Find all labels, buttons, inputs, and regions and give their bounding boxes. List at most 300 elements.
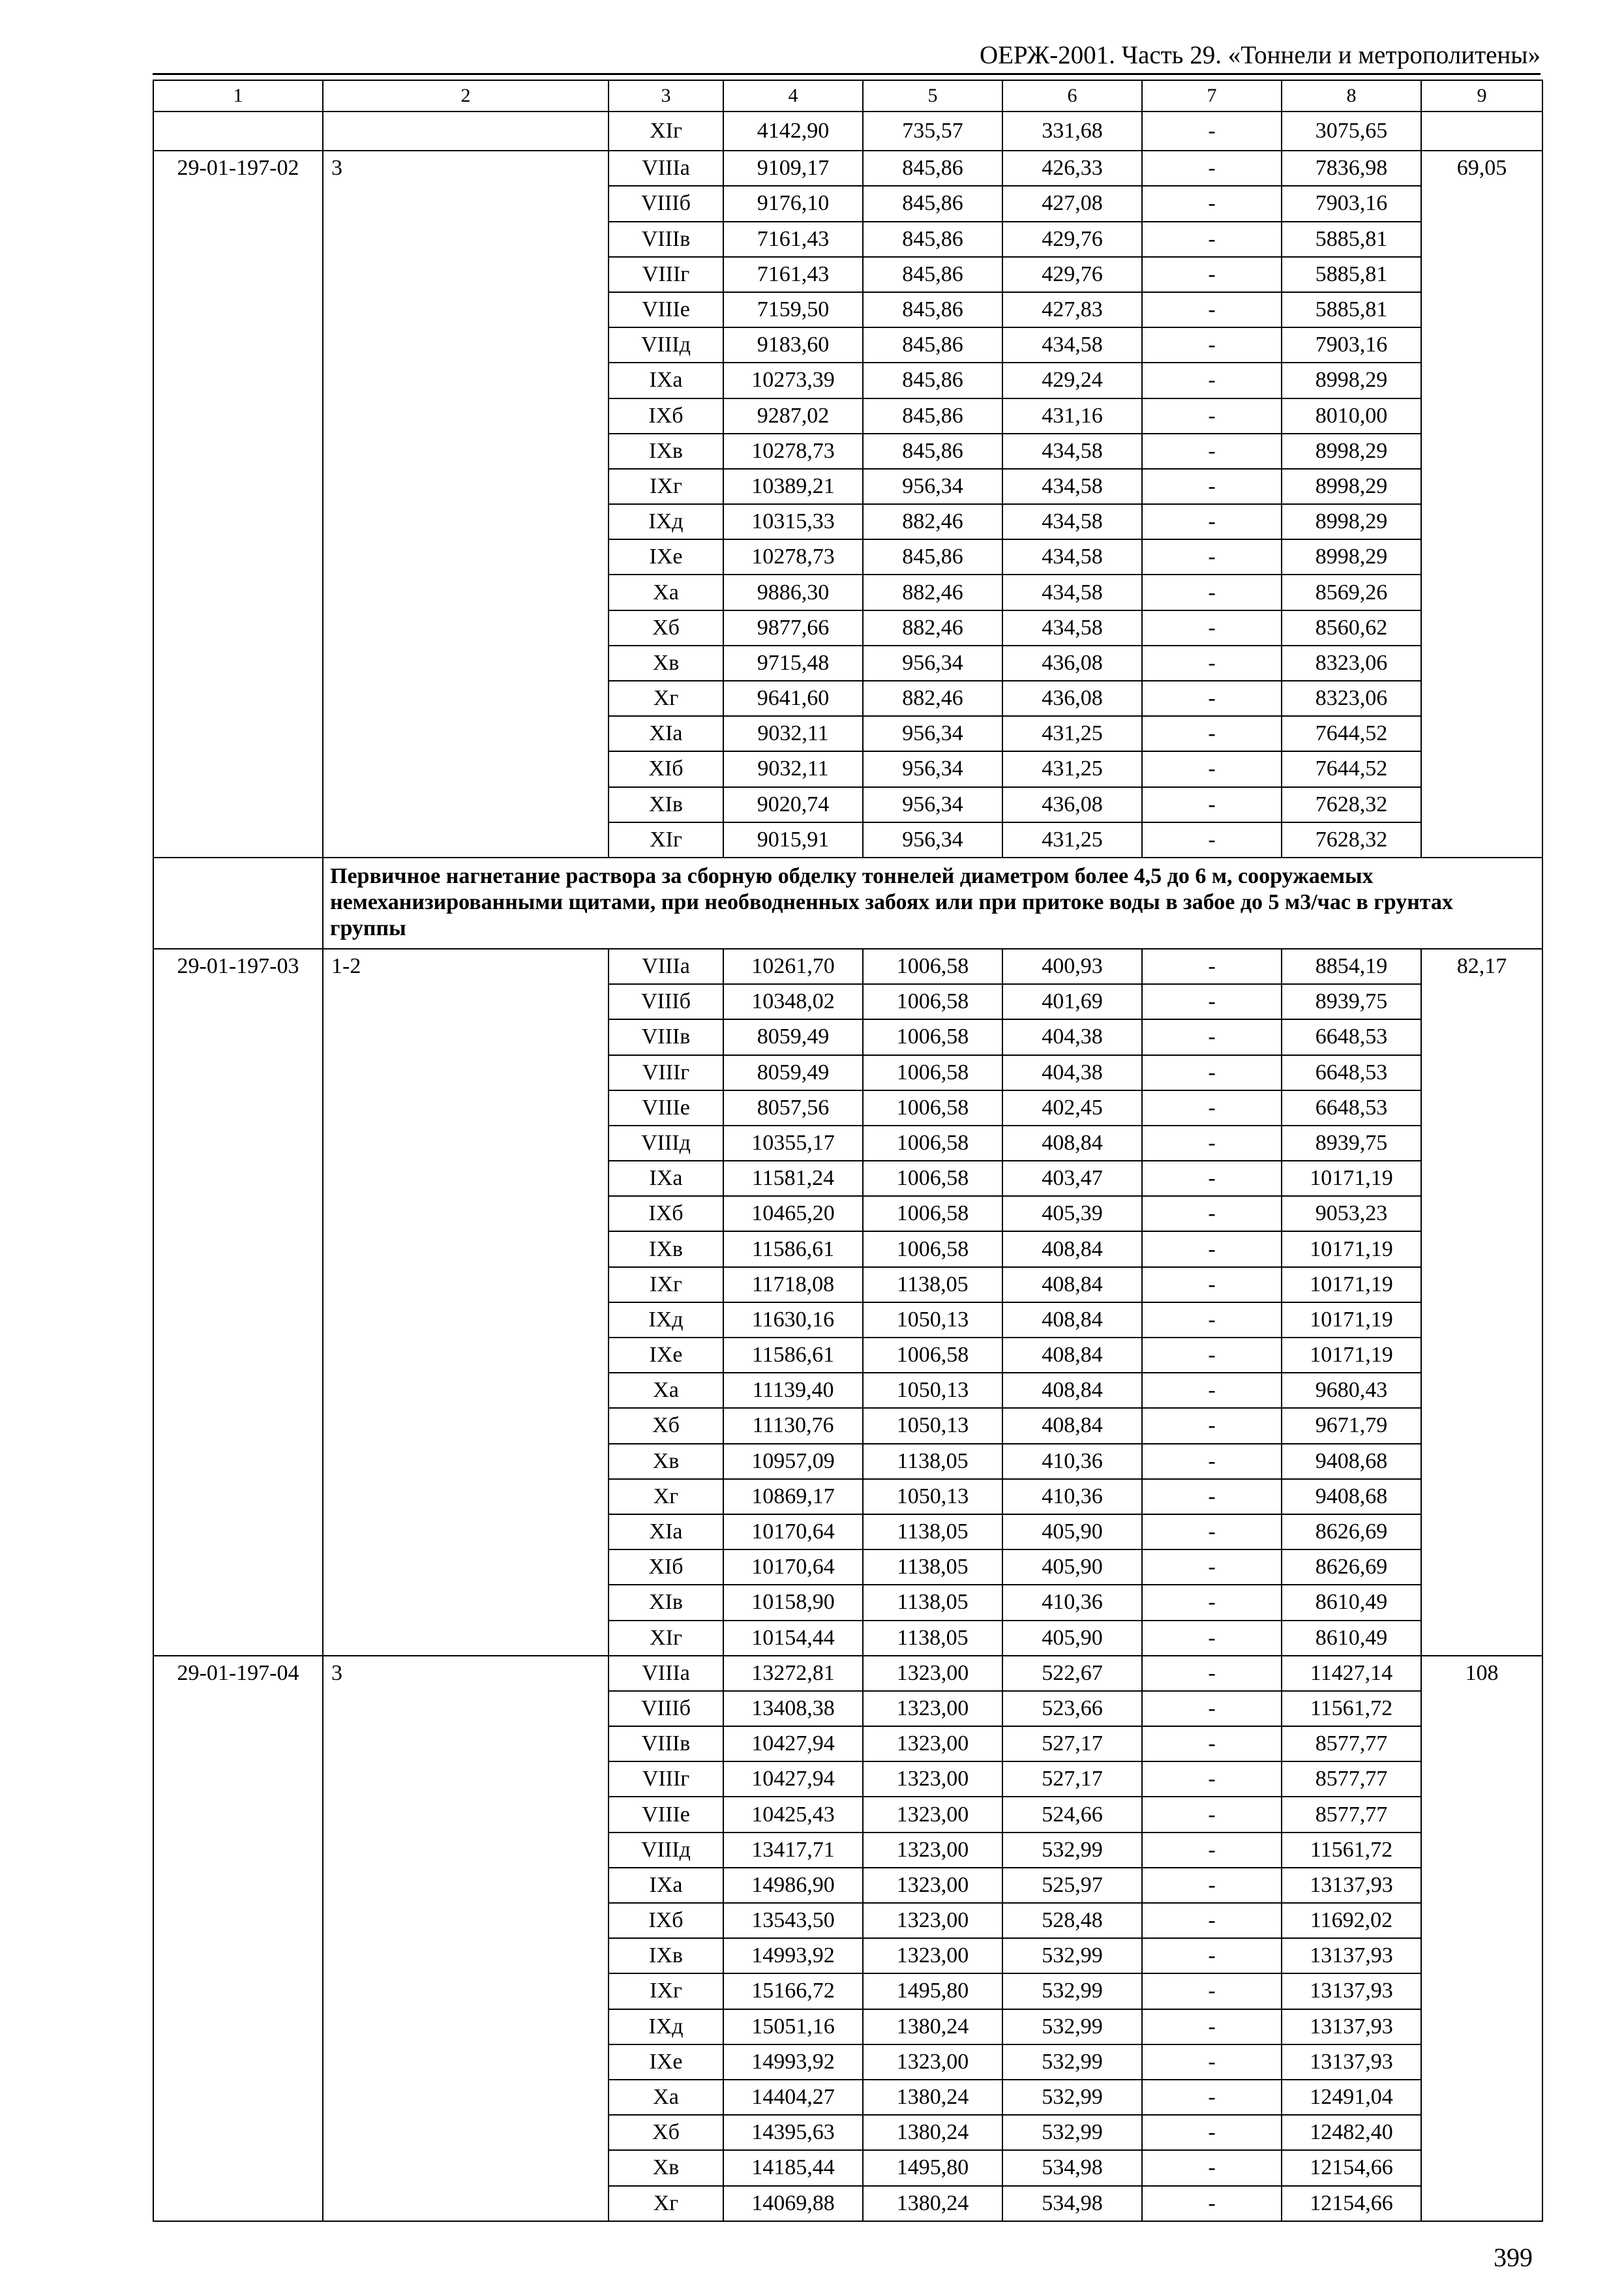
table-cell: 1138,05 xyxy=(863,1549,1002,1585)
table-cell: - xyxy=(1142,949,1282,984)
column-number: 9 xyxy=(1421,80,1542,112)
table-cell: 14986,90 xyxy=(723,1868,863,1903)
table-cell: 11561,72 xyxy=(1282,1833,1421,1868)
table-cell: 14993,92 xyxy=(723,1938,863,1973)
table-cell: 956,34 xyxy=(863,822,1002,858)
table-cell: Xб xyxy=(609,1408,723,1443)
table-cell: 532,99 xyxy=(1002,2115,1142,2150)
labor-rate xyxy=(1421,112,1542,151)
table-cell: 1380,24 xyxy=(863,2115,1002,2150)
table-cell: 8059,49 xyxy=(723,1019,863,1055)
table-cell: - xyxy=(1142,1726,1282,1761)
table-cell: - xyxy=(1142,2009,1282,2044)
table-cell: 434,58 xyxy=(1002,539,1142,575)
table-cell: - xyxy=(1142,716,1282,751)
table-cell: XIг xyxy=(609,822,723,858)
table-cell: 882,46 xyxy=(863,504,1002,539)
table-cell: XIа xyxy=(609,1514,723,1549)
table-cell: 13408,38 xyxy=(723,1691,863,1726)
table-cell: VIIIг xyxy=(609,1055,723,1090)
table-cell: 10465,20 xyxy=(723,1196,863,1231)
table-cell: VIIIв xyxy=(609,222,723,257)
table-cell: 431,25 xyxy=(1002,751,1142,786)
table-cell: 9032,11 xyxy=(723,751,863,786)
table-cell: VIIIд xyxy=(609,1833,723,1868)
table-cell: 5885,81 xyxy=(1282,257,1421,292)
table-cell: 402,45 xyxy=(1002,1090,1142,1126)
table-cell: 1006,58 xyxy=(863,949,1002,984)
rate-code: 29-01-197-02 xyxy=(153,151,323,858)
table-cell: IXе xyxy=(609,2044,723,2080)
table-cell: 10315,33 xyxy=(723,504,863,539)
table-cell: - xyxy=(1142,1231,1282,1266)
table-cell: 331,68 xyxy=(1002,112,1142,151)
table-cell: 522,67 xyxy=(1002,1656,1142,1691)
table-cell: 436,08 xyxy=(1002,787,1142,822)
table-cell: - xyxy=(1142,646,1282,681)
table-cell: 5885,81 xyxy=(1282,292,1421,327)
table-cell: 10273,39 xyxy=(723,363,863,398)
table-cell: 8323,06 xyxy=(1282,681,1421,716)
table-cell: 882,46 xyxy=(863,575,1002,610)
table-cell: Xа xyxy=(609,1373,723,1408)
table-cell: 405,39 xyxy=(1002,1196,1142,1231)
table-cell: 1006,58 xyxy=(863,1126,1002,1161)
table-cell: IXа xyxy=(609,1161,723,1196)
table-cell: VIIIв xyxy=(609,1019,723,1055)
table-cell: 14069,88 xyxy=(723,2186,863,2221)
table-cell: 9109,17 xyxy=(723,151,863,186)
table-cell: 845,86 xyxy=(863,151,1002,186)
table-cell: Xг xyxy=(609,2186,723,2221)
table-cell: 8998,29 xyxy=(1282,539,1421,575)
table-cell: 10171,19 xyxy=(1282,1302,1421,1338)
table-cell: - xyxy=(1142,151,1282,186)
table-cell: 13272,81 xyxy=(723,1656,863,1691)
labor-rate: 69,05 xyxy=(1421,151,1542,858)
section-heading-row xyxy=(153,858,1542,949)
table-cell: VIIIв xyxy=(609,1726,723,1761)
table-cell: 10278,73 xyxy=(723,539,863,575)
table-cell: 1050,13 xyxy=(863,1479,1002,1514)
table-cell: - xyxy=(1142,1656,1282,1691)
table-cell: 405,90 xyxy=(1002,1549,1142,1585)
table-cell: 11130,76 xyxy=(723,1408,863,1443)
table-cell: 9715,48 xyxy=(723,646,863,681)
table-cell: 845,86 xyxy=(863,327,1002,363)
table-cell: VIIIб xyxy=(609,1691,723,1726)
table-cell: 845,86 xyxy=(863,539,1002,575)
table-cell: 524,66 xyxy=(1002,1797,1142,1832)
table-cell: 10278,73 xyxy=(723,434,863,469)
table-cell: 1323,00 xyxy=(863,1938,1002,1973)
table-cell: IXб xyxy=(609,398,723,434)
table-cell: 8569,26 xyxy=(1282,575,1421,610)
table-cell: - xyxy=(1142,751,1282,786)
labor-rate: 82,17 xyxy=(1421,949,1542,1656)
table-cell: 9183,60 xyxy=(723,327,863,363)
table-cell: 426,33 xyxy=(1002,151,1142,186)
table-cell: - xyxy=(1142,292,1282,327)
table-cell: 400,93 xyxy=(1002,949,1142,984)
table-cell: VIIIб xyxy=(609,984,723,1019)
column-number: 5 xyxy=(863,80,1002,112)
section-heading: Первичное нагнетание раствора за сборную обделку тоннелей диаметром более 4,5 до 6 м, сооружаемых немеханизированными щитами, при необводненных забоях или при притоке воды в забое до 5 м3/час в грунтах группы xyxy=(323,858,1542,949)
table-cell: Xа xyxy=(609,2080,723,2115)
table-cell: 1323,00 xyxy=(863,1903,1002,1938)
table-cell: 525,97 xyxy=(1002,1868,1142,1903)
table-cell: Xг xyxy=(609,1479,723,1514)
table-cell: 431,25 xyxy=(1002,822,1142,858)
table-cell: - xyxy=(1142,1585,1282,1620)
table-cell: IXд xyxy=(609,1302,723,1338)
table-cell: - xyxy=(1142,1868,1282,1903)
table-cell: 527,17 xyxy=(1002,1726,1142,1761)
table-cell: 1006,58 xyxy=(863,984,1002,1019)
table-row xyxy=(153,151,1542,186)
table-cell: 6648,53 xyxy=(1282,1055,1421,1090)
table-cell: 9886,30 xyxy=(723,575,863,610)
table-cell: 12491,04 xyxy=(1282,2080,1421,2115)
table-cell: - xyxy=(1142,2080,1282,2115)
table-cell: 429,76 xyxy=(1002,222,1142,257)
table-cell: IXг xyxy=(609,469,723,504)
table-cell: VIIIг xyxy=(609,257,723,292)
table-cell: - xyxy=(1142,504,1282,539)
table-cell: 8560,62 xyxy=(1282,610,1421,646)
table-cell: 845,86 xyxy=(863,434,1002,469)
table-cell: 956,34 xyxy=(863,716,1002,751)
table-cell: - xyxy=(1142,363,1282,398)
table-cell: 532,99 xyxy=(1002,2080,1142,2115)
table-cell: IXд xyxy=(609,504,723,539)
table-cell: IXв xyxy=(609,1938,723,1973)
table-cell: 7161,43 xyxy=(723,222,863,257)
soil-group: 3 xyxy=(323,151,609,858)
table-cell: 408,84 xyxy=(1002,1408,1142,1443)
section-spacer xyxy=(153,858,323,949)
table-cell: - xyxy=(1142,1479,1282,1514)
table-cell: 1495,80 xyxy=(863,1973,1002,2009)
table-cell: 9408,68 xyxy=(1282,1479,1421,1514)
table-cell: 532,99 xyxy=(1002,1938,1142,1973)
table-cell: IXа xyxy=(609,1868,723,1903)
table-cell: 1138,05 xyxy=(863,1621,1002,1656)
table-cell: 10869,17 xyxy=(723,1479,863,1514)
table-cell: 9287,02 xyxy=(723,398,863,434)
table-cell: IXб xyxy=(609,1196,723,1231)
table-cell: 13417,71 xyxy=(723,1833,863,1868)
table-cell: 11561,72 xyxy=(1282,1691,1421,1726)
table-cell: 405,90 xyxy=(1002,1621,1142,1656)
table-cell: 14993,92 xyxy=(723,2044,863,2080)
table-cell: 845,86 xyxy=(863,222,1002,257)
table-cell: - xyxy=(1142,1691,1282,1726)
table-cell: 10427,94 xyxy=(723,1726,863,1761)
table-cell: 527,17 xyxy=(1002,1761,1142,1797)
header-rule xyxy=(153,73,1541,75)
table-cell: 14395,63 xyxy=(723,2115,863,2150)
table-cell: 434,58 xyxy=(1002,504,1142,539)
table-cell: 436,08 xyxy=(1002,681,1142,716)
table-cell: 14185,44 xyxy=(723,2150,863,2185)
table-cell: 845,86 xyxy=(863,363,1002,398)
table-cell: 1006,58 xyxy=(863,1161,1002,1196)
table-cell: 7628,32 xyxy=(1282,787,1421,822)
table-cell: 10171,19 xyxy=(1282,1161,1421,1196)
table-cell: 8577,77 xyxy=(1282,1761,1421,1797)
table-cell: 7903,16 xyxy=(1282,327,1421,363)
table-cell: 10261,70 xyxy=(723,949,863,984)
table-cell: 7644,52 xyxy=(1282,751,1421,786)
table-cell: 10355,17 xyxy=(723,1126,863,1161)
rate-code: 29-01-197-03 xyxy=(153,949,323,1656)
table-cell: Xа xyxy=(609,575,723,610)
table-cell: XIб xyxy=(609,1549,723,1585)
table-cell: 14404,27 xyxy=(723,2080,863,2115)
column-number: 7 xyxy=(1142,80,1282,112)
table-cell: 434,58 xyxy=(1002,434,1142,469)
table-cell: 11427,14 xyxy=(1282,1656,1421,1691)
table-cell: 11718,08 xyxy=(723,1267,863,1302)
table-cell: 434,58 xyxy=(1002,575,1142,610)
table-cell: - xyxy=(1142,1621,1282,1656)
table-cell: 10170,64 xyxy=(723,1514,863,1549)
table-cell: 1006,58 xyxy=(863,1055,1002,1090)
table-cell: 1050,13 xyxy=(863,1302,1002,1338)
table-cell: 882,46 xyxy=(863,610,1002,646)
table-cell: 410,36 xyxy=(1002,1479,1142,1514)
table-cell: Xб xyxy=(609,610,723,646)
table-cell: 532,99 xyxy=(1002,2044,1142,2080)
table-cell: 434,58 xyxy=(1002,610,1142,646)
table-cell: 13137,93 xyxy=(1282,1938,1421,1973)
table-cell: 9015,91 xyxy=(723,822,863,858)
table-cell: 10171,19 xyxy=(1282,1267,1421,1302)
table-cell: - xyxy=(1142,1549,1282,1585)
table-cell: - xyxy=(1142,434,1282,469)
table-row xyxy=(153,112,1542,151)
table-cell: 429,76 xyxy=(1002,257,1142,292)
table-cell: VIIIб xyxy=(609,186,723,221)
table-cell: 1006,58 xyxy=(863,1338,1002,1373)
table-cell: - xyxy=(1142,1761,1282,1797)
table-cell: 404,38 xyxy=(1002,1055,1142,1090)
column-number: 8 xyxy=(1282,80,1421,112)
table-cell: 9020,74 xyxy=(723,787,863,822)
table-cell: 7628,32 xyxy=(1282,822,1421,858)
table-cell: 404,38 xyxy=(1002,1019,1142,1055)
table-cell: 1323,00 xyxy=(863,1691,1002,1726)
table-cell: 735,57 xyxy=(863,112,1002,151)
table-cell: 408,84 xyxy=(1002,1338,1142,1373)
rates-table xyxy=(153,80,1543,2222)
table-cell: XIб xyxy=(609,751,723,786)
table-cell: - xyxy=(1142,1408,1282,1443)
table-cell: 7644,52 xyxy=(1282,716,1421,751)
table-cell: - xyxy=(1142,1373,1282,1408)
table-cell: 429,24 xyxy=(1002,363,1142,398)
table-cell: - xyxy=(1142,112,1282,151)
table-cell: IXа xyxy=(609,363,723,398)
column-number: 4 xyxy=(723,80,863,112)
table-cell: 10171,19 xyxy=(1282,1231,1421,1266)
table-cell: 8577,77 xyxy=(1282,1797,1421,1832)
table-cell: Xв xyxy=(609,2150,723,2185)
table-cell: - xyxy=(1142,1126,1282,1161)
table-cell: 532,99 xyxy=(1002,1833,1142,1868)
table-cell: VIIIа xyxy=(609,949,723,984)
table-cell: 1380,24 xyxy=(863,2186,1002,2221)
table-cell: 1138,05 xyxy=(863,1267,1002,1302)
table-cell: 408,84 xyxy=(1002,1126,1142,1161)
table-cell: 8059,49 xyxy=(723,1055,863,1090)
table-cell: 1495,80 xyxy=(863,2150,1002,2185)
table-cell: 6648,53 xyxy=(1282,1090,1421,1126)
table-cell: XIг xyxy=(609,112,723,151)
table-cell: IXв xyxy=(609,1231,723,1266)
table-row xyxy=(153,949,1542,984)
table-cell: 8626,69 xyxy=(1282,1514,1421,1549)
table-cell: 9680,43 xyxy=(1282,1373,1421,1408)
table-cell: 10158,90 xyxy=(723,1585,863,1620)
table-cell: 13137,93 xyxy=(1282,1868,1421,1903)
table-cell: 1050,13 xyxy=(863,1373,1002,1408)
table-cell: IXе xyxy=(609,539,723,575)
table-cell: 10348,02 xyxy=(723,984,863,1019)
table-cell: 9408,68 xyxy=(1282,1444,1421,1479)
table-cell: XIв xyxy=(609,1585,723,1620)
table-cell: 11581,24 xyxy=(723,1161,863,1196)
table-cell: 13543,50 xyxy=(723,1903,863,1938)
table-cell: 534,98 xyxy=(1002,2186,1142,2221)
table-cell: 8610,49 xyxy=(1282,1621,1421,1656)
table-cell: XIв xyxy=(609,787,723,822)
table-cell: 8057,56 xyxy=(723,1090,863,1126)
table-cell: 408,84 xyxy=(1002,1267,1142,1302)
rate-code xyxy=(153,112,323,151)
soil-group: 3 xyxy=(323,1656,609,2221)
table-cell: 1323,00 xyxy=(863,2044,1002,2080)
table-cell: 403,47 xyxy=(1002,1161,1142,1196)
table-cell: - xyxy=(1142,1444,1282,1479)
table-cell: 11139,40 xyxy=(723,1373,863,1408)
table-cell: - xyxy=(1142,1055,1282,1090)
table-cell: XIг xyxy=(609,1621,723,1656)
table-cell: - xyxy=(1142,1090,1282,1126)
table-cell: 436,08 xyxy=(1002,646,1142,681)
table-cell: - xyxy=(1142,1161,1282,1196)
table-cell: 11586,61 xyxy=(723,1338,863,1373)
column-number: 2 xyxy=(323,80,609,112)
table-cell: - xyxy=(1142,2115,1282,2150)
rate-code: 29-01-197-04 xyxy=(153,1656,323,2221)
table-cell: 8939,75 xyxy=(1282,1126,1421,1161)
table-cell: 8577,77 xyxy=(1282,1726,1421,1761)
table-cell: 956,34 xyxy=(863,787,1002,822)
table-cell: 10171,19 xyxy=(1282,1338,1421,1373)
table-cell: - xyxy=(1142,1973,1282,2009)
table-cell: 7161,43 xyxy=(723,257,863,292)
table-cell: 13137,93 xyxy=(1282,2044,1421,2080)
table-cell: VIIIг xyxy=(609,1761,723,1797)
column-number: 6 xyxy=(1002,80,1142,112)
column-number: 1 xyxy=(153,80,323,112)
table-cell: 427,83 xyxy=(1002,292,1142,327)
table-cell: 408,84 xyxy=(1002,1302,1142,1338)
table-cell: - xyxy=(1142,681,1282,716)
running-header: ОЕРЖ-2001. Часть 29. «Тоннели и метрополитены» xyxy=(979,41,1541,69)
table-cell: IXд xyxy=(609,2009,723,2044)
table-cell: 1138,05 xyxy=(863,1585,1002,1620)
table-cell: 434,58 xyxy=(1002,327,1142,363)
table-cell: 8010,00 xyxy=(1282,398,1421,434)
table-cell: - xyxy=(1142,1196,1282,1231)
table-cell: 10154,44 xyxy=(723,1621,863,1656)
table-cell: 434,58 xyxy=(1002,469,1142,504)
table-cell: 10957,09 xyxy=(723,1444,863,1479)
table-cell: 8998,29 xyxy=(1282,504,1421,539)
table-cell: 8939,75 xyxy=(1282,984,1421,1019)
table-cell: 5885,81 xyxy=(1282,222,1421,257)
table-cell: 8610,49 xyxy=(1282,1585,1421,1620)
table-cell: - xyxy=(1142,610,1282,646)
table-cell: IXб xyxy=(609,1903,723,1938)
table-cell: 845,86 xyxy=(863,186,1002,221)
table-cell: 15166,72 xyxy=(723,1973,863,2009)
table-cell: VIIIа xyxy=(609,1656,723,1691)
table-cell: 882,46 xyxy=(863,681,1002,716)
table-cell: 9671,79 xyxy=(1282,1408,1421,1443)
table-cell: - xyxy=(1142,257,1282,292)
table-cell: - xyxy=(1142,1903,1282,1938)
table-cell: VIIIд xyxy=(609,1126,723,1161)
table-cell: 8998,29 xyxy=(1282,434,1421,469)
table-cell: 9641,60 xyxy=(723,681,863,716)
table-cell: 956,34 xyxy=(863,751,1002,786)
table-cell: 1050,13 xyxy=(863,1408,1002,1443)
table-cell: 11630,16 xyxy=(723,1302,863,1338)
table-cell: 10427,94 xyxy=(723,1761,863,1797)
table-cell: 4142,90 xyxy=(723,112,863,151)
table-cell: - xyxy=(1142,822,1282,858)
table-cell: 10425,43 xyxy=(723,1797,863,1832)
table-cell: XIа xyxy=(609,716,723,751)
table-cell: Xв xyxy=(609,646,723,681)
table-cell: IXе xyxy=(609,1338,723,1373)
table-cell: 1323,00 xyxy=(863,1656,1002,1691)
table-cell: 1138,05 xyxy=(863,1514,1002,1549)
table-cell: 845,86 xyxy=(863,292,1002,327)
table-cell: 534,98 xyxy=(1002,2150,1142,2185)
table-cell: - xyxy=(1142,2044,1282,2080)
table-cell: Xг xyxy=(609,681,723,716)
table-cell: 12154,66 xyxy=(1282,2186,1421,2221)
table-cell: - xyxy=(1142,398,1282,434)
table-cell: 1006,58 xyxy=(863,1196,1002,1231)
table-cell: 10389,21 xyxy=(723,469,863,504)
table-cell: 8854,19 xyxy=(1282,949,1421,984)
table-cell: 845,86 xyxy=(863,257,1002,292)
table-cell: IXг xyxy=(609,1973,723,2009)
page-number: 399 xyxy=(1494,2243,1533,2272)
table-cell: - xyxy=(1142,1514,1282,1549)
table-cell: 13137,93 xyxy=(1282,1973,1421,2009)
table-cell: 8323,06 xyxy=(1282,646,1421,681)
table-cell: 1006,58 xyxy=(863,1019,1002,1055)
table-body xyxy=(153,80,1542,2221)
table-cell: VIIIд xyxy=(609,327,723,363)
